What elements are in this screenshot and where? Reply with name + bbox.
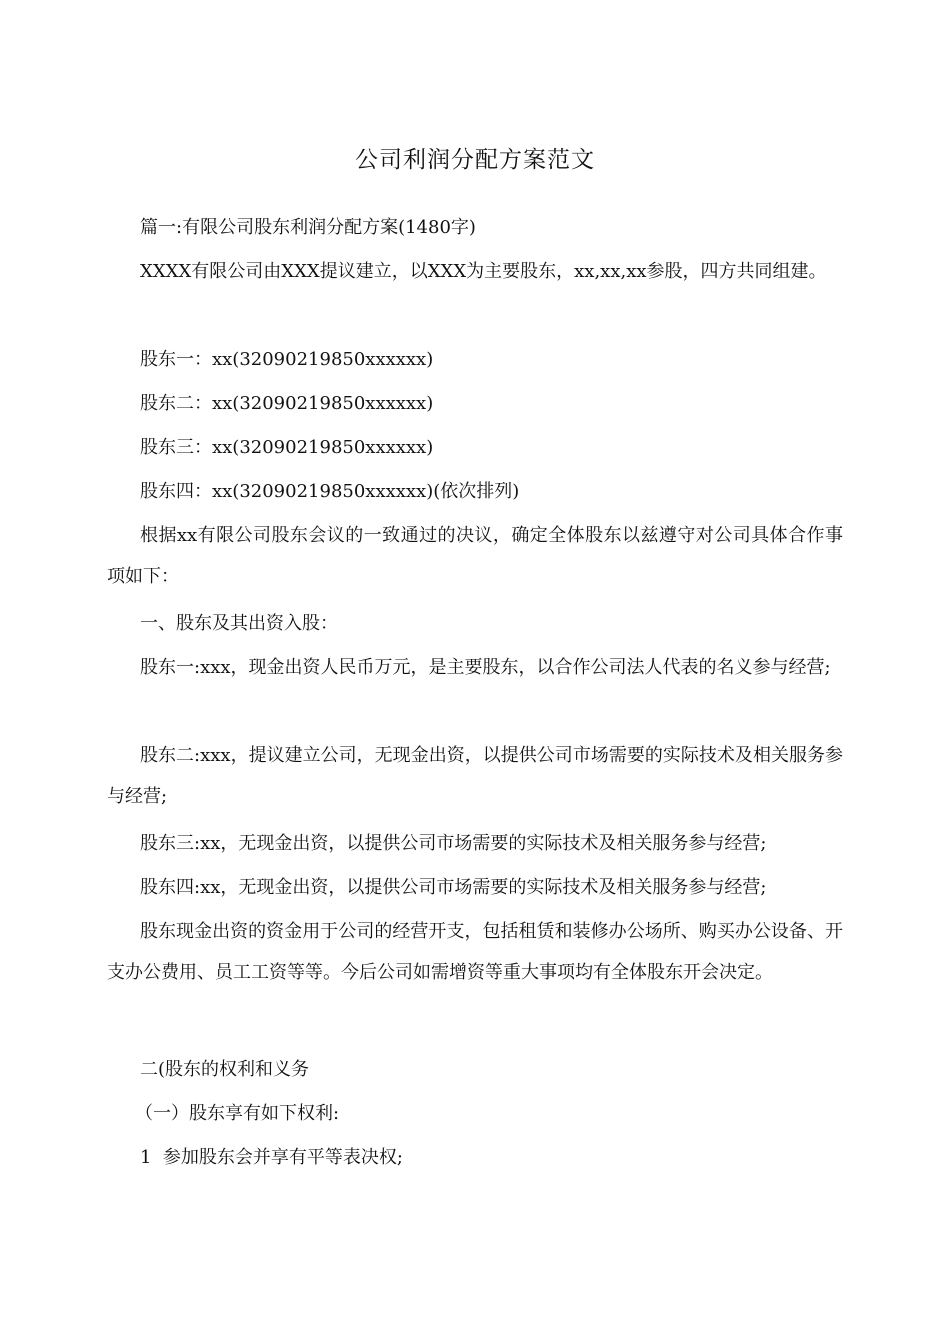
shareholder-line: 股东四：xx(32090219850xxxxxx)(依次排列) xyxy=(140,481,520,502)
body-paragraph: 股东现金出资的资金用于公司的经营开支，包括租赁和装修办公场所、购买办公设备、开支办公费用、员工工资等等。今后公司如需增资等重大事项均有全体股东开会决定。 xyxy=(107,921,843,983)
body-paragraph: 股东二:xxx，提议建立公司，无现金出资，以提供公司市场需要的实际技术及相关服务参与经营; xyxy=(107,745,843,807)
document-title: 公司利润分配方案范文 xyxy=(355,147,595,173)
shareholder-line: 股东二：xx(32090219850xxxxxx) xyxy=(140,393,434,414)
body-paragraph: 股东四:xx，无现金出资，以提供公司市场需要的实际技术及相关服务参与经营; xyxy=(140,877,767,898)
body-paragraph: 股东一:xxx，现金出资人民币万元，是主要股东，以合作公司法人代表的名义参与经营; xyxy=(140,657,831,678)
section-heading: 一、股东及其出资入股： xyxy=(140,613,338,634)
shareholder-line: 股东一：xx(32090219850xxxxxx) xyxy=(140,349,434,370)
section-heading: 篇一:有限公司股东利润分配方案(1480字) xyxy=(140,217,476,238)
subsection-heading: （一）股东享有如下权利: xyxy=(135,1103,340,1124)
list-item: 1 参加股东会并享有平等表决权; xyxy=(140,1147,403,1168)
body-paragraph: 股东三:xx，无现金出资，以提供公司市场需要的实际技术及相关服务参与经营; xyxy=(140,833,767,854)
shareholder-line: 股东三：xx(32090219850xxxxxx) xyxy=(140,437,434,458)
body-paragraph: XXXX有限公司由XXX提议建立，以XXX为主要股东，xx,xx,xx参股，四方共同组建。 xyxy=(140,261,827,282)
body-paragraph: 根据xx有限公司股东会议的一致通过的决议，确定全体股东以兹遵守对公司具体合作事项如下： xyxy=(107,525,843,587)
section-heading: 二(股东的权利和义务 xyxy=(140,1059,310,1080)
